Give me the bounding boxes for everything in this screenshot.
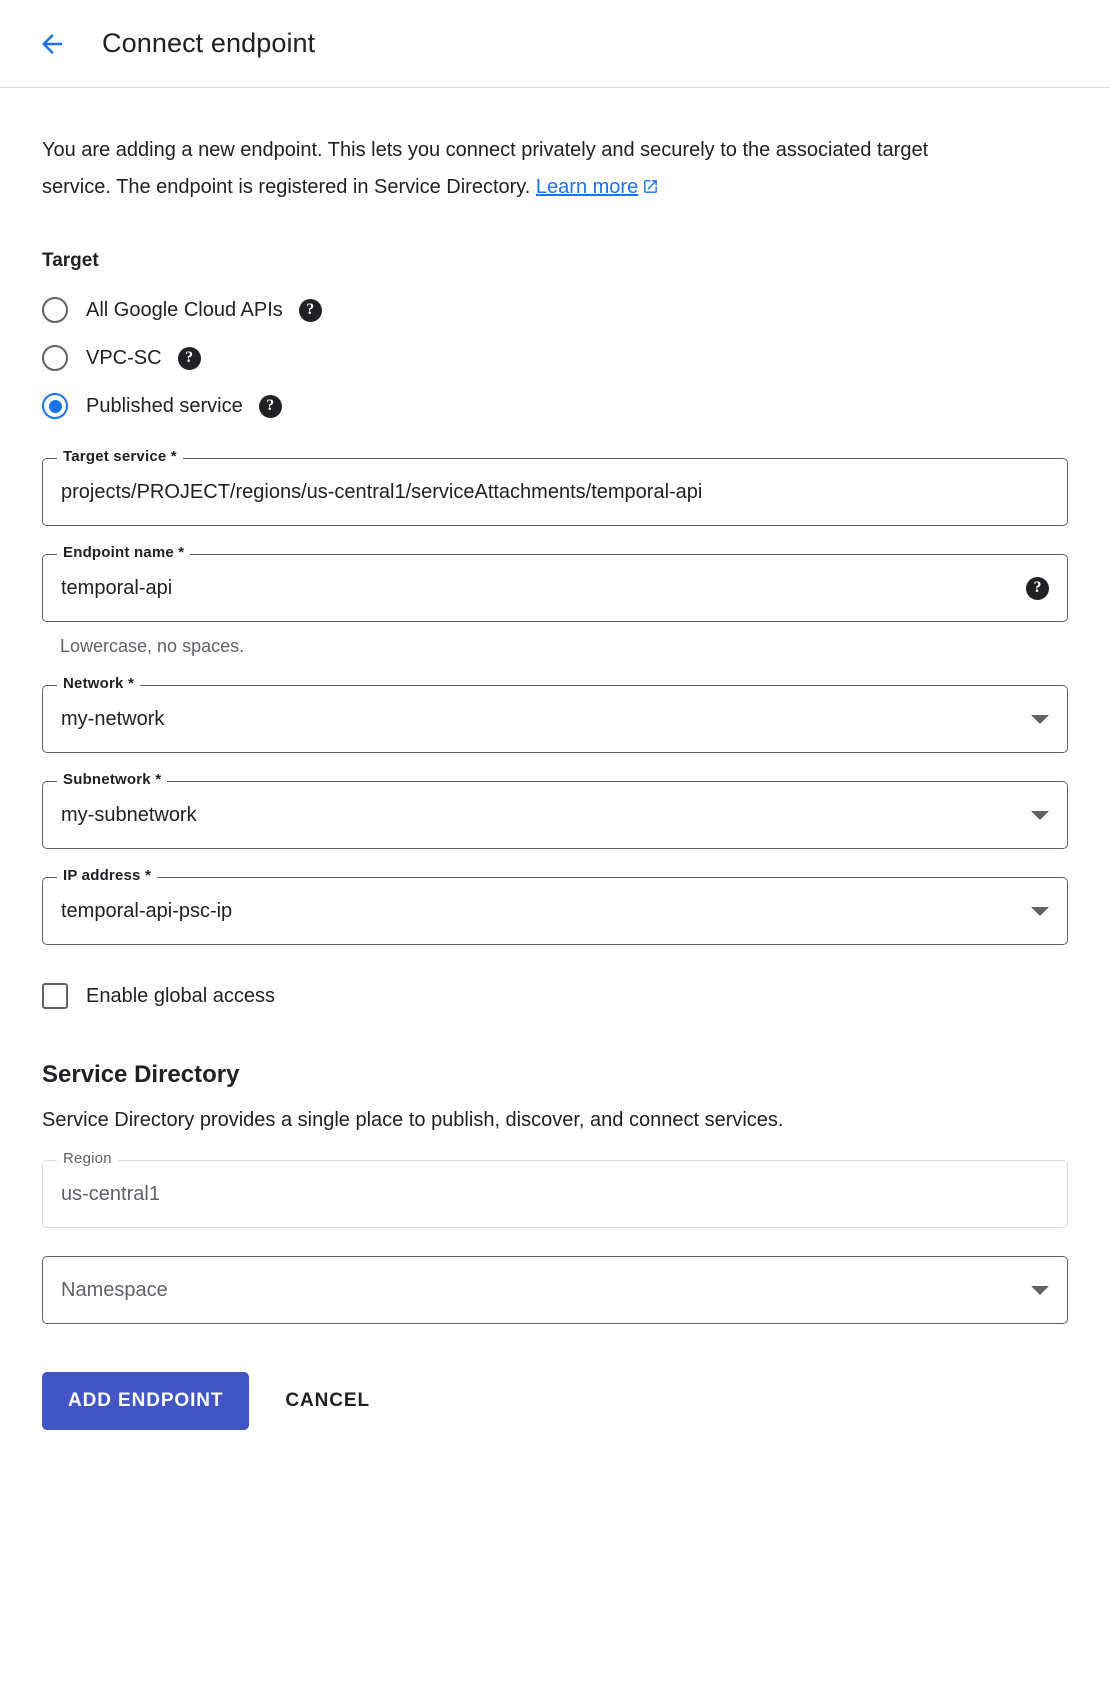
ip-address-label: IP address * bbox=[57, 867, 157, 884]
form-actions bbox=[42, 1372, 1068, 1490]
network-value: my-network bbox=[61, 707, 165, 730]
target-service-field bbox=[42, 448, 1068, 526]
region-label: Region bbox=[57, 1150, 118, 1167]
namespace-select[interactable] bbox=[42, 1256, 1068, 1324]
subnetwork-select[interactable] bbox=[42, 771, 1068, 849]
radio-indicator[interactable] bbox=[42, 393, 68, 419]
radio-label: Published service bbox=[86, 394, 243, 417]
chevron-down-icon[interactable] bbox=[1031, 811, 1049, 820]
ip-address-value: temporal-api-psc-ip bbox=[61, 899, 233, 922]
target-service-input[interactable] bbox=[42, 448, 1068, 526]
enable-global-access-checkbox[interactable] bbox=[42, 983, 68, 1009]
external-link-icon bbox=[642, 171, 659, 208]
subnetwork-value: my-subnetwork bbox=[61, 803, 197, 826]
radio-indicator[interactable] bbox=[42, 297, 68, 323]
service-directory-title: Service Directory bbox=[42, 1061, 240, 1088]
target-section-label: Target bbox=[42, 250, 99, 271]
radio-label: All Google Cloud APIs bbox=[86, 298, 283, 321]
endpoint-name-hint: Lowercase, no spaces. bbox=[60, 636, 245, 656]
radio-all-google-cloud-apis[interactable] bbox=[42, 286, 1068, 334]
chevron-down-icon[interactable] bbox=[1031, 907, 1049, 916]
radio-label: VPC-SC bbox=[86, 346, 162, 369]
network-select[interactable] bbox=[42, 675, 1068, 753]
back-button[interactable] bbox=[30, 22, 74, 66]
network-label: Network * bbox=[57, 675, 140, 692]
help-icon[interactable]: ? bbox=[178, 347, 201, 370]
chevron-down-icon[interactable] bbox=[1031, 715, 1049, 724]
learn-more-link[interactable]: Learn more bbox=[535, 176, 639, 198]
endpoint-name-field bbox=[42, 544, 1068, 657]
help-icon[interactable]: ? bbox=[1026, 577, 1049, 600]
enable-global-access-row[interactable] bbox=[42, 983, 1068, 1009]
help-icon[interactable]: ? bbox=[259, 395, 282, 418]
radio-indicator[interactable] bbox=[42, 345, 68, 371]
enable-global-access-label: Enable global access bbox=[86, 984, 276, 1007]
namespace-field bbox=[42, 1256, 1068, 1324]
page-title: Connect endpoint bbox=[102, 28, 316, 58]
endpoint-name-input[interactable] bbox=[42, 544, 1068, 622]
cancel-button[interactable]: CANCEL bbox=[279, 1372, 376, 1430]
region-input bbox=[42, 1150, 1068, 1228]
page-body bbox=[0, 88, 1110, 1490]
network-field bbox=[42, 675, 1068, 753]
region-value: us-central1 bbox=[61, 1182, 160, 1205]
radio-published-service[interactable] bbox=[42, 382, 1068, 430]
chevron-down-icon[interactable] bbox=[1031, 1286, 1049, 1295]
endpoint-name-label: Endpoint name * bbox=[57, 544, 190, 561]
intro-text bbox=[42, 132, 1002, 208]
ip-address-select[interactable] bbox=[42, 867, 1068, 945]
subnetwork-label: Subnetwork * bbox=[57, 771, 167, 788]
intro-sentence: You are adding a new endpoint. This lets you connect privately and securely to the associated target service. The endpoint is registered in Service Directory. bbox=[42, 139, 929, 198]
target-service-label: Target service * bbox=[57, 448, 183, 465]
add-endpoint-button[interactable]: ADD ENDPOINT bbox=[42, 1372, 249, 1430]
page-header bbox=[0, 0, 1110, 88]
subnetwork-field bbox=[42, 771, 1068, 849]
radio-vpc-sc[interactable] bbox=[42, 334, 1068, 382]
target-service-value: projects/PROJECT/regions/us-central1/serviceAttachments/temporal-api bbox=[61, 480, 703, 503]
service-directory-description: Service Directory provides a single place to publish, discover, and connect services. bbox=[42, 1109, 784, 1131]
ip-address-field bbox=[42, 867, 1068, 945]
help-icon[interactable]: ? bbox=[299, 299, 322, 322]
endpoint-name-value: temporal-api bbox=[61, 576, 173, 599]
namespace-placeholder: Namespace bbox=[61, 1278, 168, 1301]
arrow-left-icon bbox=[37, 29, 67, 59]
region-field bbox=[42, 1150, 1068, 1228]
